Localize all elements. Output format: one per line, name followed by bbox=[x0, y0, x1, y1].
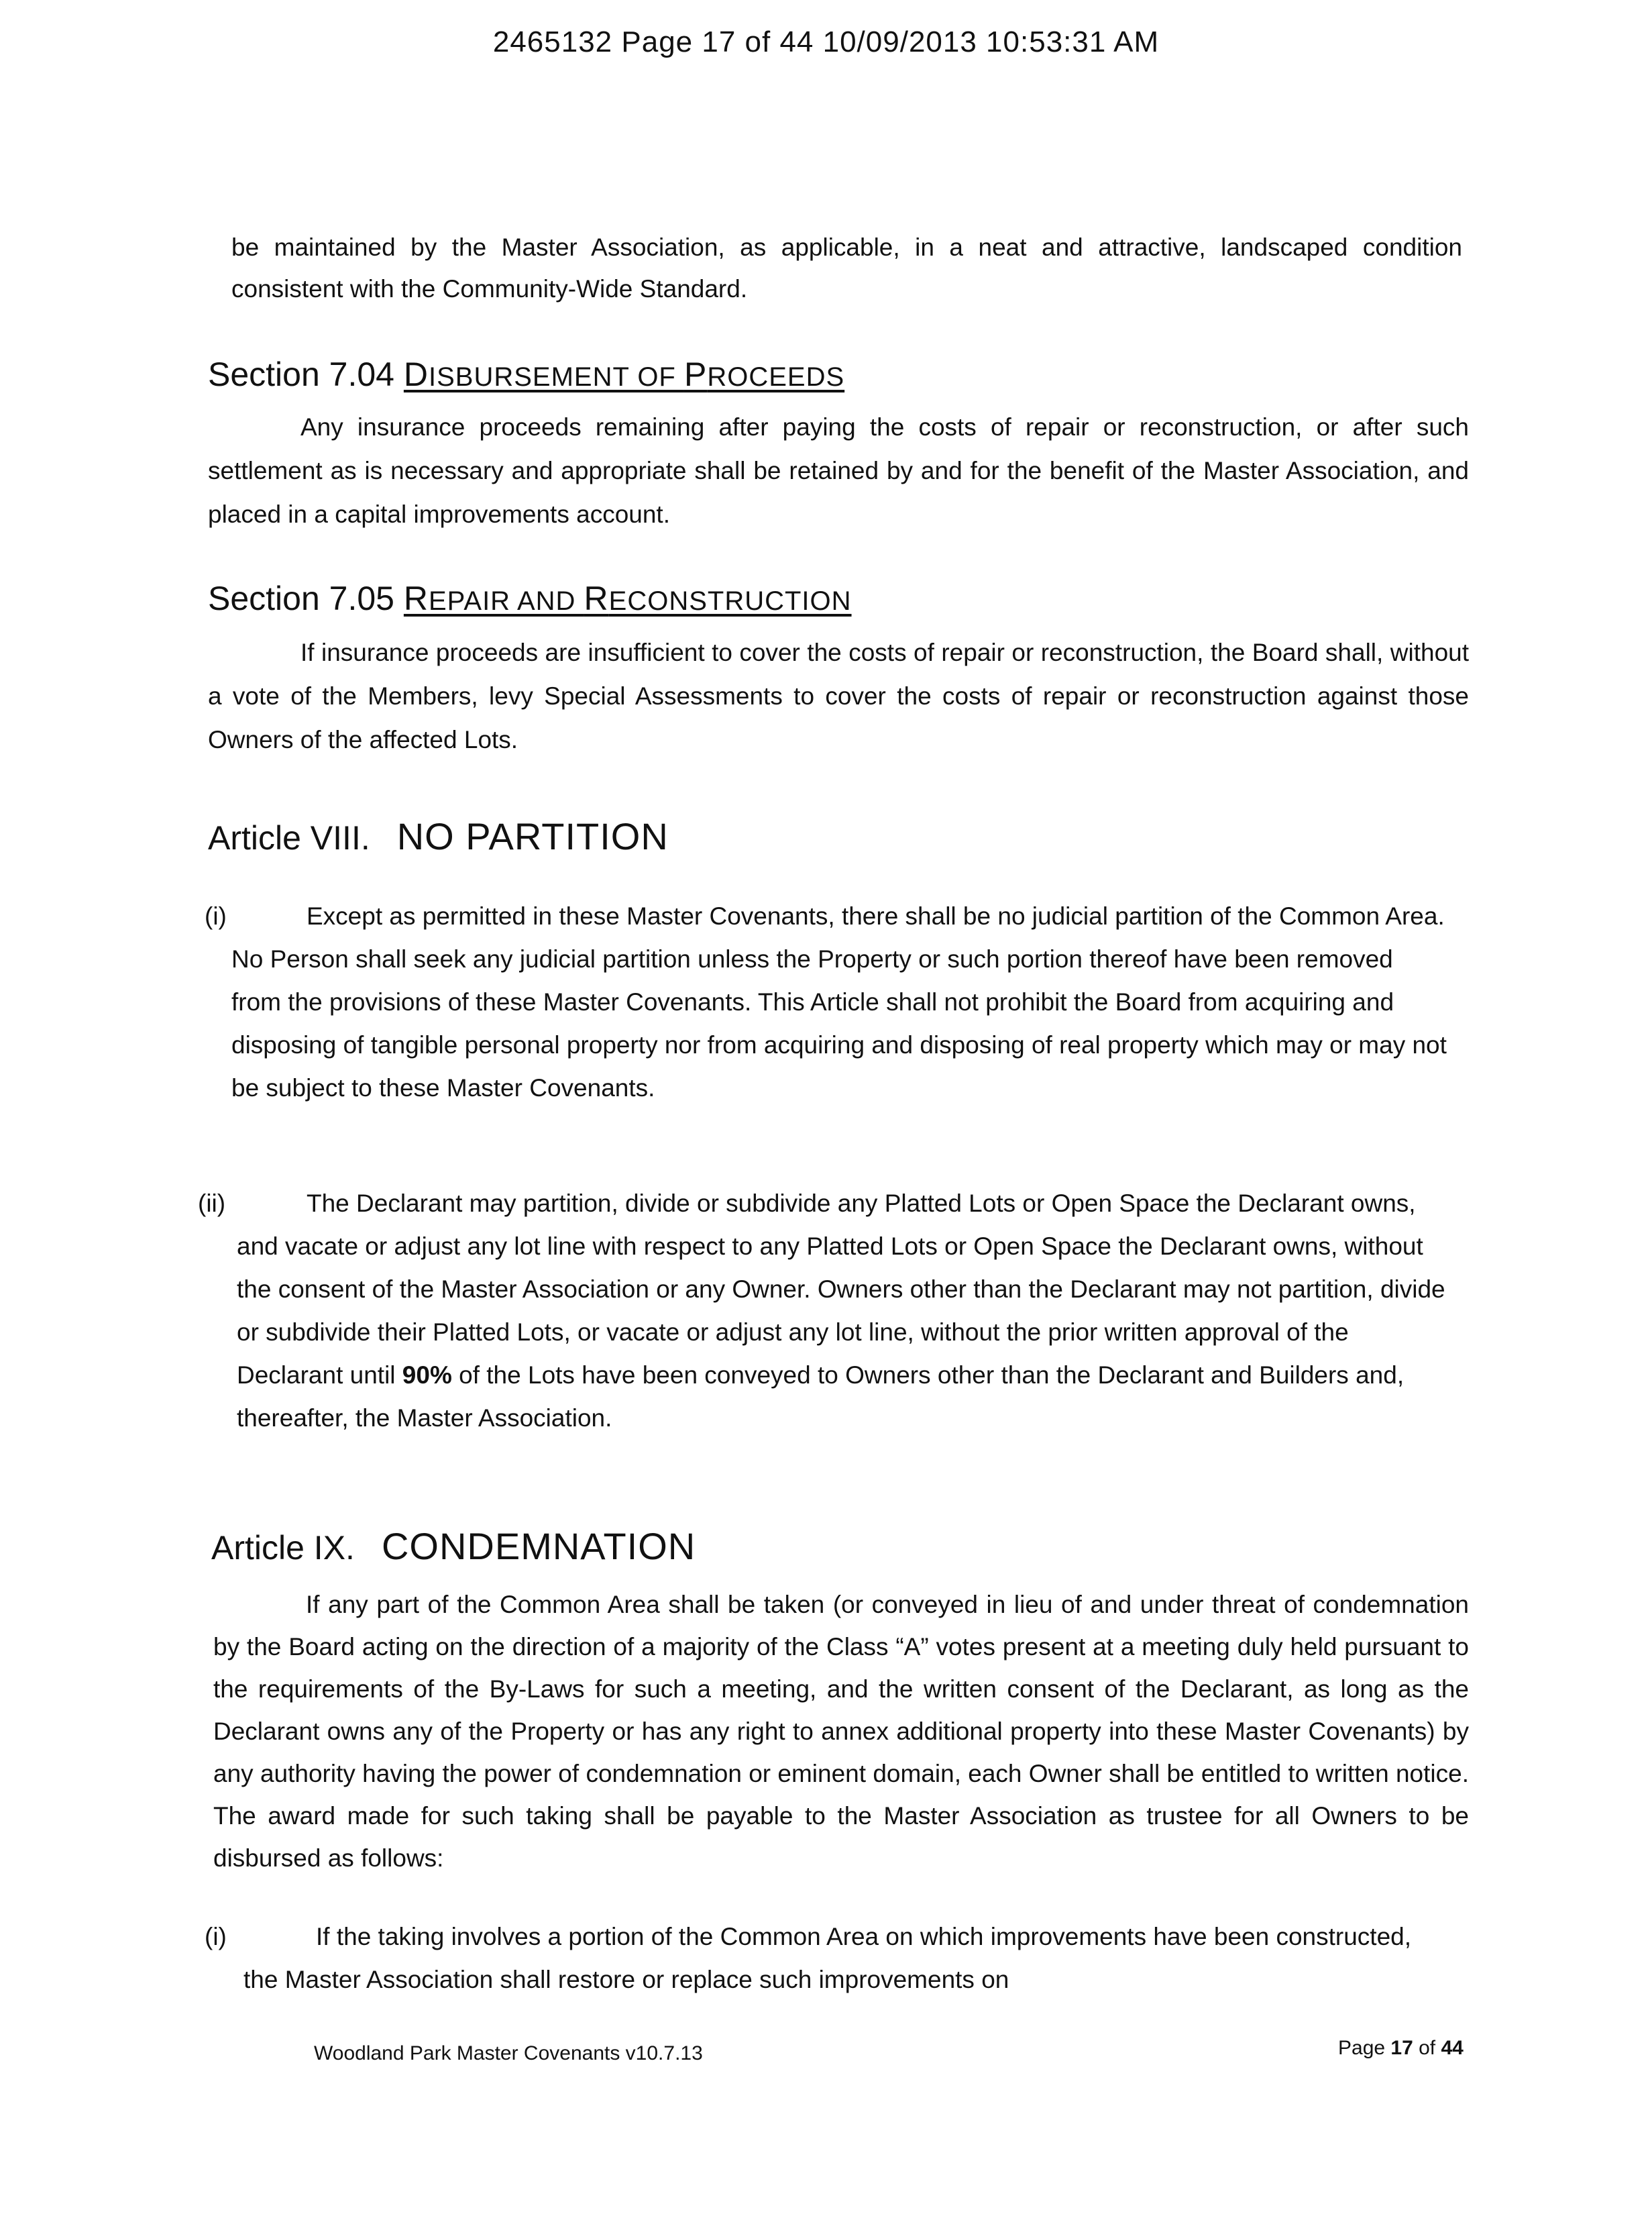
item-number: (i) bbox=[205, 1923, 227, 1950]
list-item bbox=[205, 1915, 1419, 2001]
list-item bbox=[205, 895, 1449, 1110]
footer-document-name: Woodland Park Master Covenants v10.7.13 bbox=[314, 2042, 703, 2064]
article-title: CONDEMNATION bbox=[381, 1525, 696, 1567]
item-text: The Declarant may partition, divide or subdivide any Platted Lots or Open Space the Declarant owns, and vacate or adjust any lot line with respect to any Platted Lots or Open Space the Declarant owns, without the consent of the Master Association or any Owner. Owners other than the Declarant may not partition, divide or subdivide their Platted Lots, or vacate or adjust any lot line, without the prior written approval of the Declarant until 90% of the Lots have been conveyed to Owners other than the Declarant and Builders and, thereafter, the Master Association. bbox=[237, 1190, 1445, 1432]
article-heading-ix bbox=[211, 1526, 696, 1569]
item-text: Except as permitted in these Master Covenants, there shall be no judicial partition of the Common Area. No Person shall seek any judicial partition unless the Property or such portion thereof have been removed from the provisions of these Master Covenants. This Article shall not prohibit the Board from acquiring and disposing of tangible personal property nor from acquiring and disposing of real property which may or may not be subject to these Master Covenants. bbox=[231, 902, 1447, 1102]
section-number: Section 7.04 bbox=[208, 356, 394, 393]
section-title: DISBURSEMENT OF PROCEEDS bbox=[403, 356, 845, 393]
article-title: NO PARTITION bbox=[396, 815, 669, 857]
section-7-04-body: Any insurance proceeds remaining after paying the costs of repair or reconstruction, or after such settlement as is necessary and appropriate shall be retained by and for the benefit of the Master Association, and placed in a capital improvements account. bbox=[208, 413, 1469, 528]
item-number: (ii) bbox=[198, 1190, 226, 1217]
intro-paragraph: be maintained by the Master Association, as applicable, in a neat and attractive, landscaped condition consistent with the Community-Wide Standard. bbox=[231, 233, 1462, 303]
item-text: If the taking involves a portion of the Common Area on which improvements have been constructed, the Master Association shall restore or replace such improvements on bbox=[243, 1923, 1412, 1993]
article-ix-body: If any part of the Common Area shall be taken (or conveyed in lieu of and under threat of condemnation by the Board acting on the direction of a majority of the Class “A” votes present at a meeting duly held pursuant to the requirements of the By-Laws for such a meeting, and the written consent of the Declarant, as long as the Declarant owns any of the Property or has any right to annex additional property into these Master Covenants) by any authority having the power of condemnation or eminent domain, each Owner shall be entitled to written notice. The award made for such taking shall be payable to the Master Association as trustee for all Owners to be disbursed as follows: bbox=[213, 1591, 1469, 1872]
article-label: Article IX. bbox=[211, 1529, 355, 1567]
article-heading-viii bbox=[208, 816, 669, 859]
footer-page-number: Page 17 of 44 bbox=[1338, 2037, 1464, 2059]
section-heading-7-05 bbox=[208, 578, 852, 621]
article-label: Article VIII. bbox=[208, 819, 370, 857]
section-title: REPAIR AND RECONSTRUCTION bbox=[403, 580, 852, 617]
list-item bbox=[198, 1182, 1449, 1440]
section-number: Section 7.05 bbox=[208, 580, 394, 617]
percent-threshold: 90% bbox=[402, 1361, 452, 1389]
section-heading-7-04 bbox=[208, 354, 844, 397]
section-7-05-body: If insurance proceeds are insufficient to cover the costs of repair or reconstruction, the Board shall, without a vote of the Members, levy Special Assessments to cover the costs of repair or reconstruction against those Owners of the affected Lots. bbox=[208, 639, 1469, 753]
item-number: (i) bbox=[205, 902, 227, 930]
recording-stamp: 2465132 Page 17 of 44 10/09/2013 10:53:31 AM bbox=[492, 25, 1160, 58]
